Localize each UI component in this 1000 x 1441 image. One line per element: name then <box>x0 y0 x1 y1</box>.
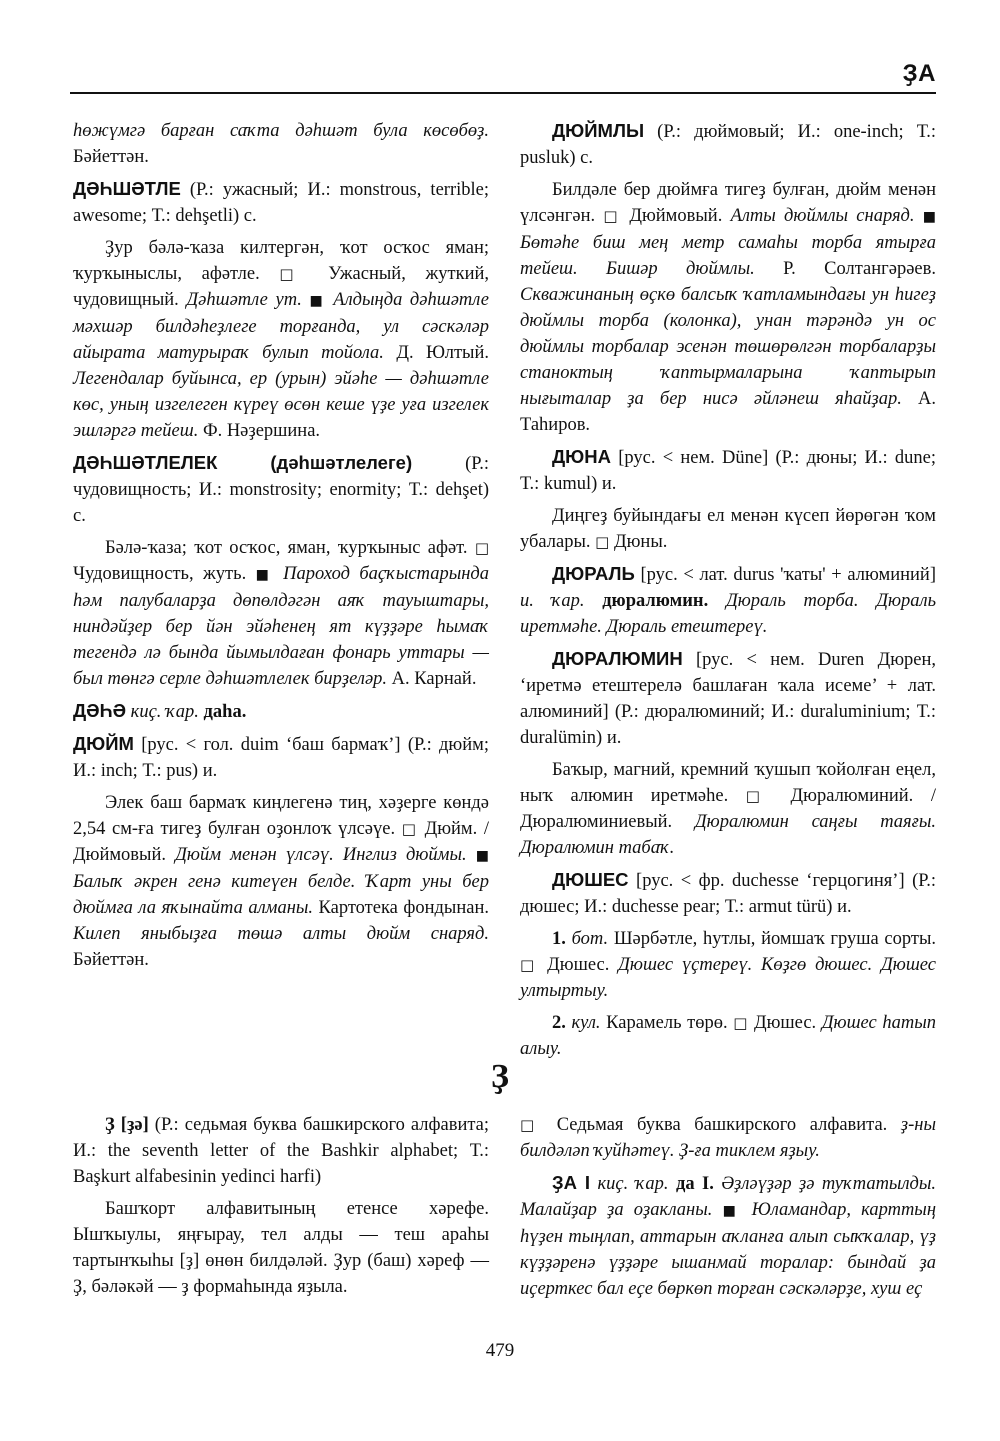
entry-za <box>520 1170 936 1302</box>
example: Дәһшәтле ут. <box>186 290 302 310</box>
entry-deheh <box>73 698 489 725</box>
entry-letter <box>73 1112 489 1190</box>
bullet-symbol: ■ <box>475 848 490 864</box>
grammar: (Р.: дюшес; И.: duchesse pear; Т.: armut türü) и. <box>520 871 937 917</box>
definition: Башҡорт алфавитының етенсе хәрефе. Ышҡыулы, яңғырау, тел алды — теш араһы тартынҡыһы [ҙ] өнөн билдәләй. Ҙур (баш) хәреф — Ҙ, бәләкәй — ҙ формаһында яҙыла. <box>73 1199 489 1297</box>
source: А. Таһиров. <box>520 389 937 435</box>
quote: Алдыңда дәһшәтле мәхшәр билдәһеҙлеге торғанда, ул сәскәләр айырата матурыраҡ булып тойола. <box>73 290 490 363</box>
etymology: [рус. < нем. Düne] <box>618 448 769 468</box>
headword: ДЮРАЛЬ <box>552 563 635 584</box>
example: Дюйм менән үлсәү. Инглиз дюймы. <box>175 845 467 865</box>
headword: ДЮНА <box>552 446 611 467</box>
grammar: (Р.: дюны; И.: dune; Т.: kumul) и. <box>520 448 937 494</box>
headword: ҘА I <box>552 1172 591 1193</box>
quote: Килеп яныбыҙға төшә алты дюйм снаряд. <box>73 924 489 944</box>
example: Дюшес һатып алыу. <box>520 1013 936 1059</box>
grammar: (Р.: дюралюминий; И.: duraluminium; Т.: duralümin) и. <box>520 702 936 748</box>
definition: Шәрбәтле, һутлы, йомшаҡ груша сорты. <box>613 929 937 949</box>
etymology: [рус. < лат. durus 'ҡаты' + алюминий] <box>640 565 936 585</box>
russian-equivalent: Дюшес. <box>547 955 610 975</box>
headword: ДЮШЕС <box>552 869 629 890</box>
russian-equivalent: Ужасный, жуткий, чудовищный. <box>73 264 490 310</box>
example: Дюраль торба. Дюраль иретмәһе. Дюраль етештереү. <box>520 591 937 637</box>
grammar: киҫ. ҡар. <box>597 1174 669 1194</box>
entry-duna <box>520 444 936 497</box>
entry-dural <box>520 561 936 640</box>
box-symbol: □ <box>603 207 622 225</box>
entry-body <box>520 177 936 438</box>
headword: ДЮЙМ <box>73 733 134 754</box>
source: Ф. Нәҙершина. <box>202 421 321 441</box>
bullet-symbol: ■ <box>255 567 274 583</box>
russian-equivalent: Дюшес. <box>753 1013 817 1033</box>
headword: Ҙ [ҙә] <box>105 1115 149 1135</box>
russian-equivalent: Дюралюминий. / Дюралюминиевый. <box>520 786 937 832</box>
column-right-top <box>520 118 936 1068</box>
grammar: (Р.: седьмая буква башкирского алфавита; И.: the seventh letter of the Bashkir alphabet; Т.: Başkurt alfabesinin yedinci harfi) <box>73 1115 490 1187</box>
grammar: (Р.: дюйм; И.: inch; Т.: pus) и. <box>73 735 490 781</box>
grammar: и. ҡар. <box>520 591 585 611</box>
grammar: (Р.: чудовищность; И.: monstrosity; enormity; Т.: dehşet) с. <box>73 454 489 526</box>
definition: Бәлә-ҡаза; ҡот осҡос, яман, ҡурҡыныс афәт. <box>105 538 468 558</box>
sense-2 <box>520 1010 936 1062</box>
bullet-symbol: ■ <box>922 209 936 225</box>
entry-body <box>73 790 489 973</box>
definition: Баҡыр, магний, кремний ҡушып ҡойолған еңел, ныҡ алюмин иретмәһе. <box>520 760 936 806</box>
box-symbol: □ <box>401 820 418 838</box>
russian-equivalent: Дюйм. / Дюймовый. <box>73 819 490 865</box>
source: А. Карнай. <box>391 669 477 689</box>
entry-body <box>520 757 936 861</box>
russian-equivalent: Дюны. <box>613 532 668 552</box>
column-left-bottom <box>73 1112 489 1306</box>
label: кул. <box>571 1013 601 1033</box>
quote: Пароход баҫҡыстарында һәм палубаларҙа дөпөлдәгән аяҡ тауыштары, ниндәйҙер бер йән эйәһенең ят күҙҙәре һымаҡ тегендә лә бында йымылдаған фонарь уттары — был төнгә серле дәһшәтлелек бирҙеләр. <box>73 564 490 689</box>
entry-body <box>73 1196 489 1300</box>
entry-body <box>73 235 489 444</box>
etymology: [рус. < нем. Duren Дюрен, ‘иретмә етештерелә башлаған ҡала исеме’ + лат. алюминий] <box>520 650 937 722</box>
etymology: [рус. < гол. duim ‘баш бармаҡ’] <box>141 735 401 755</box>
source: Бәйеттән. <box>73 950 149 970</box>
entry-duimly <box>520 118 936 171</box>
headword: ДӘҺШӘТЛЕ <box>73 178 181 199</box>
cross-reference: даһа. <box>203 702 247 722</box>
example: Дюшес үҫтереү. Көҙгө дюшес. Дюшес ултыртыу. <box>520 955 936 1001</box>
entry-duralumin <box>520 646 936 751</box>
quote-text: һөжүмгә барған саҡта дәһшәт була көсөбөҙ. <box>73 121 489 141</box>
box-symbol: □ <box>520 1116 544 1134</box>
label: бот. <box>571 929 609 949</box>
column-right-bottom <box>520 1112 936 1308</box>
entry-letter-continued <box>520 1112 936 1164</box>
definition: Карамель төрө. <box>606 1013 728 1033</box>
box-symbol: □ <box>745 787 773 805</box>
cross-reference: дюралюмин. <box>602 591 709 611</box>
box-symbol: □ <box>733 1014 749 1032</box>
continued-entry <box>73 118 489 170</box>
definition: Ҙур бәлә-ҡаза килтергән, ҡот осҡос яман; ҡурҡыныслы, афәтле. <box>73 238 489 284</box>
definition: Элек баш бармаҡ киңлегенә тиң, хәҙерге көндә 2,54 см-ға тигеҙ булған оҙонлоҡ үлсәүе. <box>73 793 489 839</box>
headword: ДӘҺШӘТЛЕЛЕК <box>73 452 218 473</box>
source: Д. Юлтый. <box>396 343 490 363</box>
russian-equivalent: Чудовищность, жуть. <box>73 564 247 584</box>
quote: Легендалар буйынса, ер (урын) эйәһе — дәһшәтле көс, уның изгелеген күреү өсөн кеше үҙе уға изгелек эшләргә тейеш. <box>73 369 489 441</box>
source: Бәйеттән. <box>73 147 149 167</box>
headword: ДӘҺӘ <box>73 700 127 721</box>
bullet-symbol: ■ <box>309 293 326 309</box>
box-symbol: □ <box>474 539 490 557</box>
grammar: (Р.: дюймовый; И.: one-inch; Т.: pusluk) с. <box>520 122 936 168</box>
definition: Билдәле бер дюймға тигеҙ булған, дюйм менән үлсәнгән. <box>520 180 936 226</box>
headword: ДЮРАЛЮМИН <box>552 648 683 669</box>
grammar: киҫ. ҡар. <box>130 702 199 722</box>
box-symbol: □ <box>595 533 610 551</box>
entry-body <box>520 503 936 555</box>
example: Алты дюймлы снаряд. <box>730 206 915 226</box>
box-symbol: □ <box>520 956 539 974</box>
example: ҙ-ны билдәләп ҡуйһәтеү. Ҙ-ға тиклем яҙыу. <box>520 1115 936 1161</box>
column-left-top <box>73 118 489 979</box>
entry-duim <box>73 731 489 784</box>
grammar: (Р.: ужасный; И.: monstrous, terrible; awesome; Т.: dehşetli) с. <box>73 180 489 226</box>
quote: Бөтәһе биш мең метр самаһы торба ятырға тейеш. Бишәр дюймлы. <box>520 233 936 279</box>
entry-dehshetlelek <box>73 450 489 529</box>
quote: Балыҡ әкрен генә китеүен белде. Ҡарт уны бер дюймға ла яҡынайта алманы. <box>73 872 489 918</box>
sense-1 <box>520 926 936 1004</box>
page-number: 479 <box>485 1340 515 1361</box>
headword-variant: (дәһшәтлелеге) <box>270 452 413 473</box>
etymology: [рус. < фр. duchesse ‘герцогиня’] <box>636 871 905 891</box>
source: Р. Солтангәрәев. <box>783 259 937 279</box>
section-letter: Ҙ <box>491 1058 509 1095</box>
quote: Скважинаның өҫкө балсыҡ ҡатламындағы ун һигеҙ дюймлы торба (колонка), унан тәрәндә ун ос дюймлы торбалар эсенән төшөрөлгән торбаларҙы станоктың ҡаптырмаларына ҡаптырып нығыталар ҙа бер нисә әйләнеш яһайҙар. <box>520 285 936 409</box>
russian-equivalent: Седьмая буква башкирского алфавита. <box>556 1115 888 1135</box>
cross-reference: да I. <box>675 1174 714 1194</box>
example: Әҙләүҙәр ҙә туҡтатылды. Малайҙар ҙа оҙакланы. <box>520 1174 937 1220</box>
running-head: ҘА <box>902 60 936 87</box>
sense-number: 2. <box>552 1013 566 1033</box>
header-rule <box>70 92 936 94</box>
sense-number: 1. <box>552 929 566 949</box>
example: Дюралюмин саңғы таяғы. Дюралюмин табаҡ. <box>520 812 937 858</box>
entry-body <box>73 535 489 692</box>
entry-dehshetle <box>73 176 489 229</box>
headword: ДЮЙМЛЫ <box>552 120 645 141</box>
quote: Юламандар, карттың һүҙен тыңлап, аттарын аҡланға алып сыҡҡалар, үҙ күҙҙәренә үҙҙәре ышанмай торалар: бындай ҙа иҫерткес бал еҫе бөркөп торған сәскәләрҙе, хуш еҫ <box>520 1200 937 1299</box>
russian-equivalent: Дюймовый. <box>629 206 723 226</box>
entry-dushes <box>520 867 936 920</box>
source: Картотека фондынан. <box>318 898 489 918</box>
definition: Диңгеҙ буйындағы ел менән күсеп йөрөгән ҡом убалары. <box>520 506 936 552</box>
bullet-symbol: ■ <box>722 1203 742 1219</box>
box-symbol: □ <box>279 265 309 283</box>
